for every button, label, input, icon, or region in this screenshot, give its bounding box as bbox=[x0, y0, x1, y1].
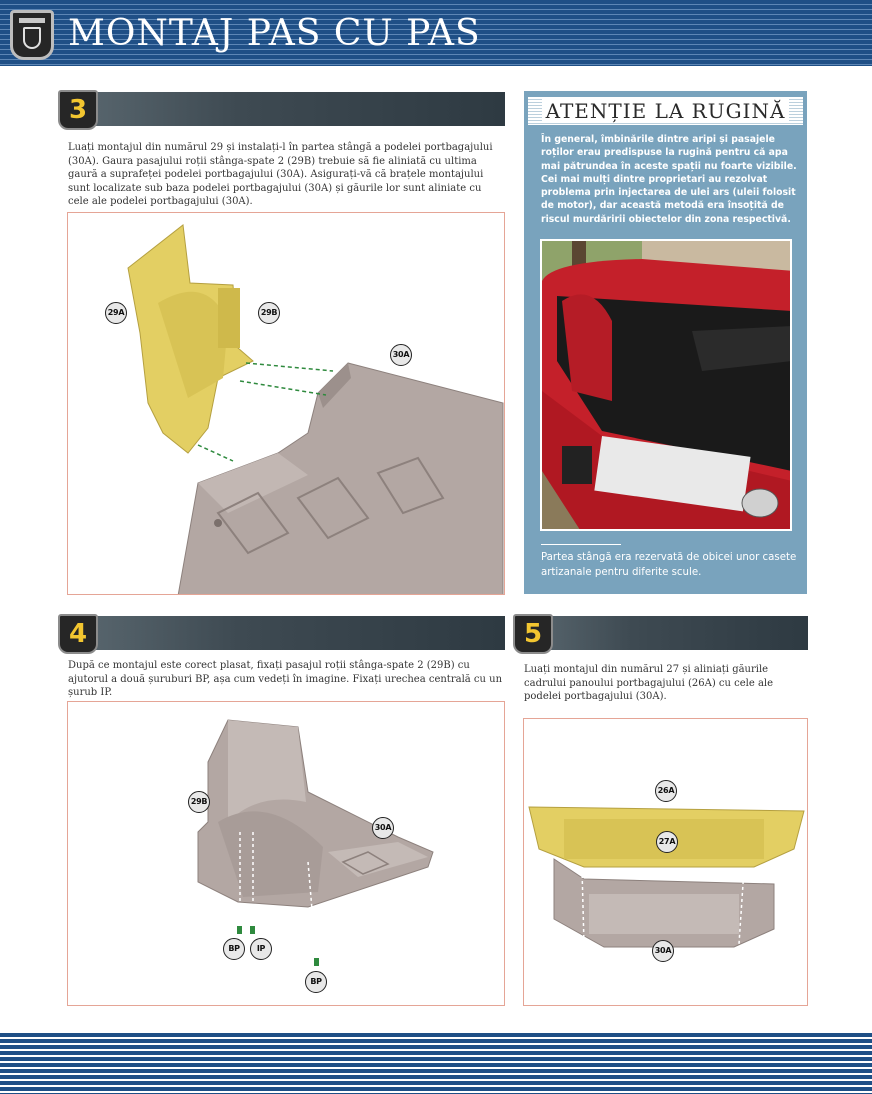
step-4-header bbox=[60, 616, 505, 650]
step-4-illustration bbox=[67, 701, 505, 1006]
step-3-diagram bbox=[68, 213, 505, 595]
header-banner bbox=[0, 0, 872, 66]
step-3-instructions: Luați montajul din numărul 29 și instalați-l în partea stângă a podelei portbagajului (30A). Gaura pasajului roții stânga-spate 2 (29B) trebuie să fie aliniată cu ultima gaură a suprafeței podelei portbagajului (30A). Asigurați-vă că brațele montajului sunt localizate sub baza podelei portbagajului (30A) și găurile lor sunt aliniate cu cele ale podelei portbagajului (30A). bbox=[68, 142, 493, 207]
callout-bp-screw-2: BP bbox=[305, 971, 327, 993]
car-trunk-photo bbox=[540, 239, 792, 531]
sidebar-title: ATENȚIE LA RUGINĂ bbox=[542, 99, 790, 123]
callout-29b: 29B bbox=[188, 791, 210, 813]
step-5-instructions: Luați montajul din numărul 27 și aliniați găurile cadrului panoului portbagajului (26A) cu cele ale podelei portbagajului (30A). bbox=[524, 664, 774, 702]
step-4-diagram bbox=[68, 702, 505, 1006]
photo-caption: Partea stângă era rezervată de obicei unor casete artizanale pentru diferite scule. bbox=[541, 552, 797, 578]
step-3-header bbox=[60, 92, 505, 126]
callout-29b: 29B bbox=[258, 302, 280, 324]
rust-warning-sidebar bbox=[524, 91, 807, 594]
step-4-instructions: După ce montajul este corect plasat, fixați pasajul roții stânga-spate 2 (29B) cu ajutorul a două șuruburi BP, așa cum vedeți în imagine. Fixați urechea centrală cu un șurub IP. bbox=[68, 660, 503, 698]
callout-29a: 29A bbox=[105, 302, 127, 324]
footer-banner bbox=[0, 1033, 872, 1094]
step-3-number: 3 bbox=[58, 90, 98, 130]
sidebar-title-band bbox=[528, 97, 803, 125]
sidebar-body-text: În general, îmbinările dintre aripi și pasajele roților erau predispuse la rugină pentru că apa mai pătrundea în aceste spații nu foarte vizibile. Cei mai mulți dintre proprietari au rezolvat problema prin injectarea de ulei ars (uleii folosit de motor), dar această metodă era însoțită de riscul murdăririi obiectelor din zona respectivă. bbox=[541, 134, 797, 225]
callout-30a: 30A bbox=[652, 940, 674, 962]
page-title: MONTAJ PAS CU PAS bbox=[68, 13, 481, 54]
step-5-header bbox=[515, 616, 808, 650]
callout-30a: 30A bbox=[372, 817, 394, 839]
callout-26a: 26A bbox=[655, 780, 677, 802]
callout-27a: 27A bbox=[656, 831, 678, 853]
callout-ip-screw: IP bbox=[250, 938, 272, 960]
step-5-illustration bbox=[523, 718, 808, 1006]
brand-logo-icon bbox=[10, 10, 54, 60]
step-3-illustration bbox=[67, 212, 505, 595]
step-5-number: 5 bbox=[513, 614, 553, 654]
caption-divider bbox=[541, 544, 621, 545]
step-4-number: 4 bbox=[58, 614, 98, 654]
step-5-diagram bbox=[524, 719, 808, 1006]
callout-30a: 30A bbox=[390, 344, 412, 366]
callout-bp-screw: BP bbox=[223, 938, 245, 960]
